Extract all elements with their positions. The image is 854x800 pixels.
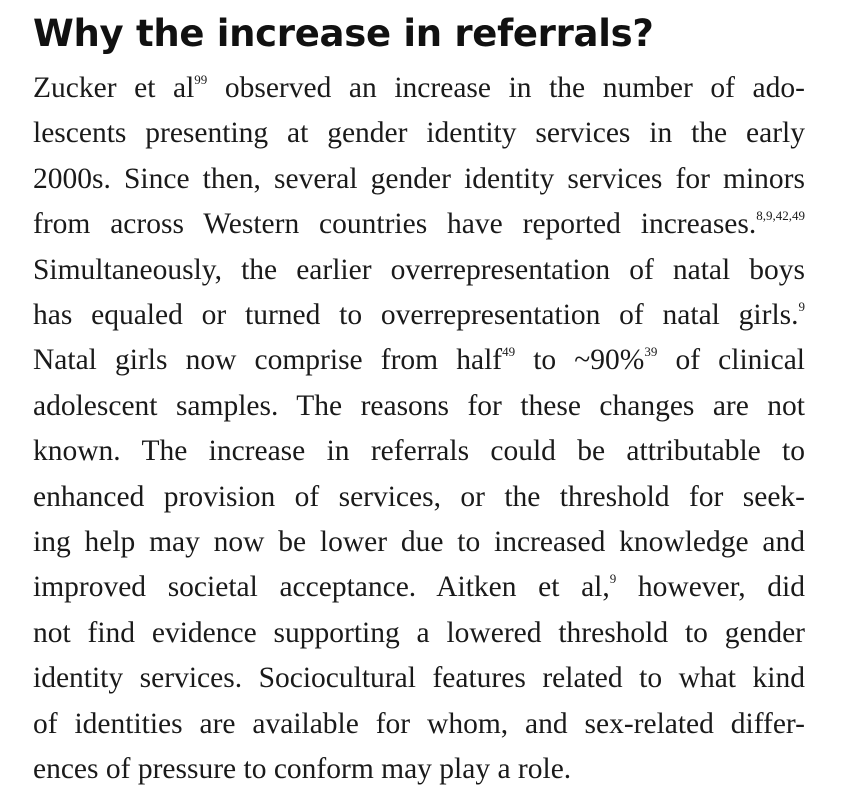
text-run: Zucker et al (33, 72, 195, 104)
text-line (33, 202, 805, 247)
citation-superscript: 9 (798, 299, 805, 315)
text-line (33, 157, 805, 202)
text-run: from across Western countries have reported increases. (33, 208, 757, 241)
text-run: Simultaneously, the earlier overrepresentation of natal boys (33, 253, 805, 286)
text-run: enhanced provision of services, or the threshold for seek- (33, 480, 805, 513)
text-run: of clinical (657, 344, 805, 377)
text-run: Natal girls now comprise from half (33, 344, 503, 377)
text-run: 2000s. Since then, several gender identity services for minors (33, 162, 805, 195)
text-run: known. The increase in referrals could be attributable to (33, 435, 805, 468)
text-run: of identities are available for whom, and sex-related differ- (33, 707, 805, 740)
citation-superscript: 49 (502, 344, 516, 360)
article-section (33, 8, 805, 793)
text-line (33, 338, 805, 383)
citation-superscript: 9 (609, 571, 617, 587)
text-run: to ~90% (515, 344, 645, 377)
text-line (33, 656, 805, 701)
text-line (33, 248, 805, 293)
citation-superscript: 8,9,42,49 (756, 208, 805, 224)
text-run: however, did (616, 571, 805, 604)
text-line (33, 66, 805, 111)
text-line (33, 111, 805, 156)
text-line (33, 384, 805, 429)
text-run: ences of pressure to conform may play a role. (33, 753, 572, 786)
text-run: improved societal acceptance. Aitken et al, (33, 571, 610, 604)
text-line (33, 520, 805, 565)
text-line (33, 429, 805, 474)
section-heading: Why the increase in referrals? (33, 12, 654, 55)
text-run: has equaled or turned to overrepresentation of natal girls. (33, 299, 799, 332)
body-paragraph (33, 66, 805, 793)
citation-superscript: 99 (194, 72, 208, 87)
text-line (33, 611, 805, 656)
text-run: observed an increase in the number of ado- (207, 72, 805, 104)
text-run: adolescent samples. The reasons for these changes are not (33, 389, 805, 422)
text-run: not find evidence supporting a lowered threshold to gender (33, 616, 805, 649)
text-line (33, 293, 805, 338)
text-run: identity services. Sociocultural features related to what kind (33, 662, 805, 695)
text-line (33, 702, 805, 747)
text-run: ing help may now be lower due to increased knowledge and (33, 526, 805, 559)
citation-superscript: 39 (644, 344, 658, 360)
text-line (33, 747, 805, 792)
text-line (33, 565, 805, 610)
text-run: lescents presenting at gender identity services in the early (33, 117, 805, 150)
text-line (33, 475, 805, 520)
